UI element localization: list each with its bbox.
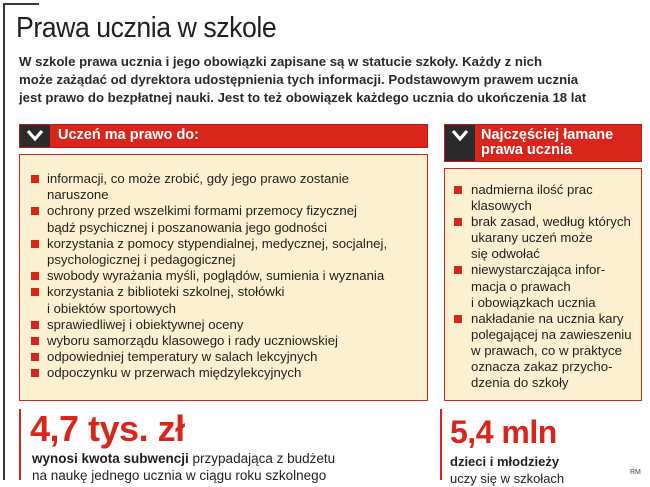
list-item-text: dzenia do szkoły <box>471 375 569 391</box>
square-bullet-icon <box>31 240 39 248</box>
violated-rights-title-line: prawa ucznia <box>481 142 573 158</box>
violated-rights-title <box>481 128 613 158</box>
students-desc-bold: dzieci i młodzieży <box>450 454 560 469</box>
list-item-text: oznacza zakaz przycho- <box>471 359 613 375</box>
list-item-text: korzystania z biblioteki szkolnej, stołówki <box>47 284 285 300</box>
square-bullet-icon <box>31 175 39 183</box>
square-bullet-icon <box>454 266 462 274</box>
list-item-text: odpoczynku w przerwach międzylekcyjnych <box>47 365 302 381</box>
student-rights-title: Uczeń ma prawo do: <box>58 127 199 143</box>
list-item-text: nakładanie na ucznia kary <box>471 310 624 326</box>
list-item-text: informacji, co może zrobić, gdy jego prawo zostanie <box>47 171 349 186</box>
violated-rights-list <box>453 182 637 391</box>
subsidy-desc-bold: wynosi kwota subwencji <box>32 451 189 466</box>
violated-rights-header <box>444 124 642 162</box>
list-item <box>453 311 637 391</box>
list-item-text: wyboru samorządu klasowego i rady uczniowskiej <box>47 333 338 349</box>
list-item-text: nadmierna ilość prac <box>471 182 593 197</box>
author-credit: RM <box>630 469 641 476</box>
stat-divider <box>19 409 21 480</box>
list-item <box>453 182 637 214</box>
violated-rights-box <box>444 124 642 401</box>
list-item-text: ukarany uczeń może <box>471 230 593 246</box>
list-item <box>30 171 421 203</box>
students-description <box>450 453 564 487</box>
subsidy-desc-rest: przypadająca z budżetu <box>188 451 336 466</box>
list-item-text: i obowiązkach ucznia <box>471 294 596 310</box>
list-item-text: polegającej na zawieszeniu <box>471 326 632 342</box>
violated-rights-title-line: Najczęściej łamane <box>481 127 614 143</box>
list-item <box>30 365 421 381</box>
square-bullet-icon <box>31 207 39 215</box>
square-bullet-icon <box>454 218 462 226</box>
list-item-text: sprawiedliwej i obiektywnej oceny <box>47 316 244 332</box>
list-item-text: swobody wyrażania myśli, poglądów, sumienia i wyznania <box>47 268 385 284</box>
square-bullet-icon <box>31 337 39 345</box>
square-bullet-icon <box>31 321 39 329</box>
list-item <box>453 214 637 262</box>
list-item <box>453 262 637 310</box>
intro-paragraph <box>19 53 649 107</box>
square-bullet-icon <box>454 315 462 323</box>
page-title: Prawa ucznia w szkole <box>16 12 277 44</box>
list-item-text: odpowiedniej temperatury w salach lekcyjnych <box>47 349 318 365</box>
list-item <box>30 268 421 284</box>
list-item-text: się odwołać <box>471 246 540 262</box>
list-item-text: klasowych <box>471 198 532 214</box>
list-item-text: w prawach, co w praktyce <box>471 342 622 358</box>
square-bullet-icon <box>31 288 39 296</box>
list-item-text: macja o prawach <box>471 278 571 294</box>
square-bullet-icon <box>31 272 39 280</box>
subsidy-description <box>32 450 335 484</box>
square-bullet-icon <box>454 186 462 194</box>
list-item-text: niewystarczająca infor- <box>471 262 606 278</box>
list-item <box>30 333 421 349</box>
list-item-text: ochrony przed wszelkimi formami przemocy fizycznej <box>47 203 357 219</box>
violated-rights-body <box>444 168 642 401</box>
list-item <box>30 236 421 268</box>
student-rights-header <box>19 124 428 148</box>
list-item-text: i obiektów sportowych <box>47 300 177 316</box>
frame-corner-left <box>3 3 5 480</box>
student-rights-list <box>30 171 421 382</box>
intro-line: W szkole prawa ucznia i jego obowiązki zapisane są w statucie szkoły. Każdy z nich <box>19 54 543 69</box>
list-item-text: naruszone <box>47 187 109 203</box>
list-item <box>30 349 421 365</box>
list-item-text: korzystania z pomocy stypendialnej, medycznej, socjalnej, <box>47 235 388 251</box>
list-item-text: brak zasad, według których <box>471 214 631 230</box>
chevron-down-icon <box>445 125 475 161</box>
students-desc-line2: uczy się w szkołach <box>450 471 565 486</box>
student-rights-body <box>19 154 428 401</box>
intro-line: jest prawo do bezpłatnej nauki. Jest to też obowiązek każdego ucznia do ukończenia 18 lat <box>19 90 587 105</box>
list-item <box>30 284 421 316</box>
list-item-text: psychologicznej i pedagogicznej <box>47 252 236 268</box>
list-item <box>30 317 421 333</box>
frame-corner-top <box>3 3 39 5</box>
students-count: 5,4 mln <box>450 414 557 450</box>
subsidy-desc-line2: na naukę jednego ucznia w ciągu roku szkolnego <box>32 468 327 483</box>
intro-line: może zażądać od dyrektora udostępnienia tych informacji. Podstawowym prawem ucznia <box>19 72 579 87</box>
list-item-text: bądź psychicznej i poszanowania jego godności <box>47 219 328 235</box>
chevron-down-icon <box>20 125 50 147</box>
list-item <box>30 203 421 235</box>
square-bullet-icon <box>31 369 39 377</box>
square-bullet-icon <box>31 353 39 361</box>
student-rights-box <box>19 124 428 401</box>
subsidy-amount: 4,7 tys. zł <box>30 408 185 449</box>
stat-divider <box>440 409 442 480</box>
